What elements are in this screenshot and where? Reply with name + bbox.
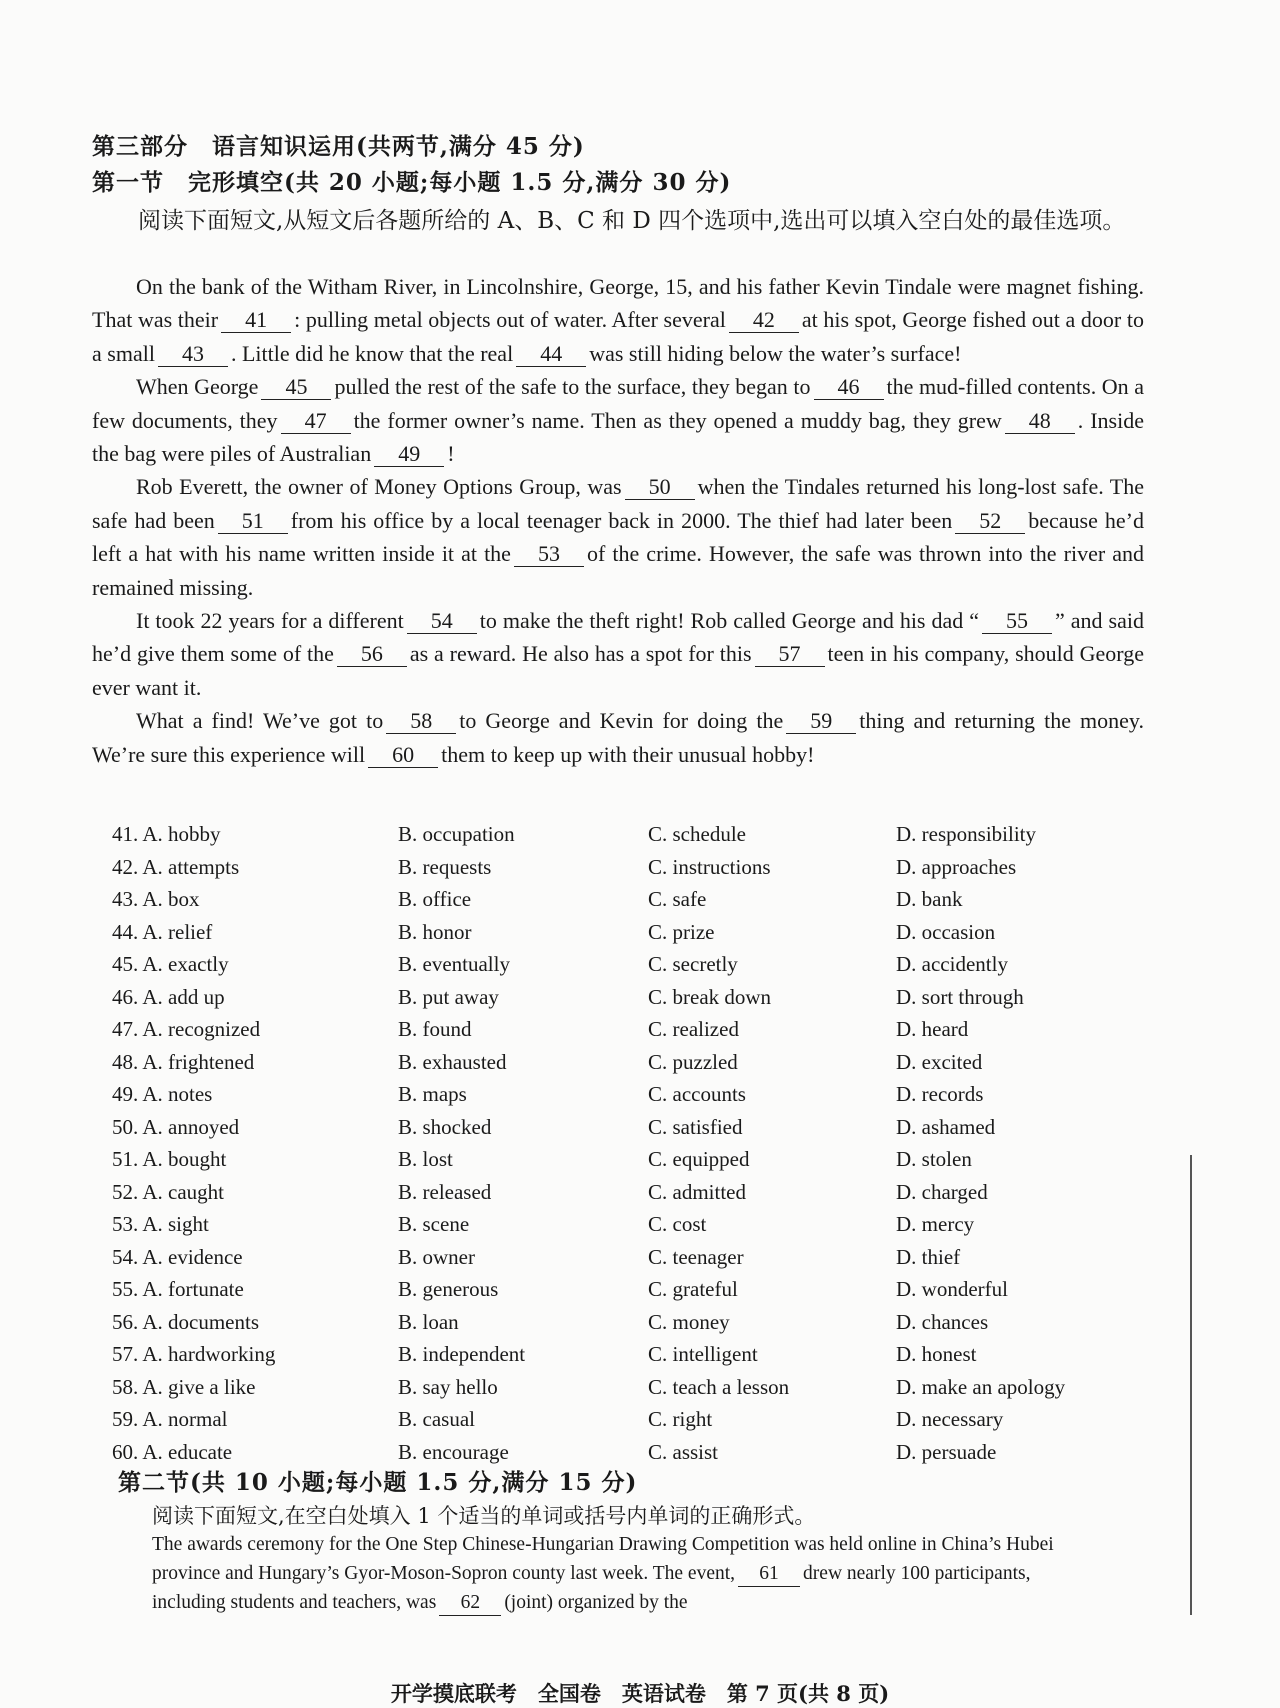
option-d[interactable]: D. make an apology [896, 1374, 1066, 1399]
passage-text: . Inside the bag were piles of Australian [92, 407, 1144, 467]
section2-title: 第二节(共 10 小题;每小题 1.5 分,满分 15 分) [118, 1469, 638, 1496]
answer-options [112, 822, 1142, 1472]
blank-47[interactable]: 47 [281, 409, 351, 434]
option-d[interactable]: D. records [896, 1082, 984, 1106]
blank-54[interactable]: 54 [407, 609, 477, 634]
option-a[interactable]: 45. A. exactly [112, 952, 229, 976]
blank-62[interactable]: 62 [439, 1591, 501, 1616]
option-c[interactable]: C. right [648, 1407, 713, 1431]
option-d[interactable]: D. necessary [896, 1407, 1004, 1431]
option-a[interactable]: 41. A. hobby [112, 822, 221, 846]
passage-text: of the crime. However, the safe was thrown into the river and remained missing. [92, 541, 1145, 600]
passage-text: It took 22 years for a different [136, 608, 404, 634]
passage-text: the former owner’s name. Then as they opened a muddy bag, they grew [353, 407, 1002, 433]
blank-42[interactable]: 42 [729, 308, 799, 333]
passage-text: drew nearly 100 participants, including students and teachers, was [152, 1563, 1031, 1613]
option-b[interactable]: B. independent [398, 1342, 526, 1366]
option-a[interactable]: 46. A. add up [112, 984, 225, 1009]
option-b[interactable]: B. encourage [398, 1439, 509, 1464]
blank-44[interactable]: 44 [516, 342, 586, 367]
option-c[interactable]: C. safe [648, 887, 707, 911]
option-c[interactable]: C. teenager [648, 1244, 744, 1269]
passage-text: was still hiding below the water’s surface! [589, 340, 962, 366]
option-c[interactable]: C. break down [648, 984, 772, 1009]
option-a[interactable]: 59. A. normal [112, 1407, 228, 1431]
option-a[interactable]: 53. A. sight [112, 1212, 209, 1236]
option-row [112, 1245, 1142, 1278]
section1-instruction: 阅读下面短文,从短文后各题所给的 A、B、C 和 D 四个选项中,选出可以填入空白处的最佳选项。 [138, 208, 1126, 234]
option-d[interactable]: D. mercy [896, 1212, 975, 1236]
option-c[interactable]: C. accounts [648, 1082, 746, 1106]
option-c[interactable]: C. satisfied [648, 1114, 743, 1139]
blank-46[interactable]: 46 [814, 375, 884, 400]
option-a[interactable]: 54. A. evidence [112, 1244, 243, 1269]
passage-paragraph [92, 270, 1144, 370]
option-row [112, 822, 1142, 855]
option-d[interactable]: D. persuade [896, 1439, 997, 1464]
option-a[interactable]: 43. A. box [112, 887, 200, 911]
blank-59[interactable]: 59 [786, 709, 856, 734]
blank-60[interactable]: 60 [368, 743, 438, 768]
option-row [112, 952, 1142, 985]
option-b[interactable]: B. scene [398, 1212, 470, 1236]
option-b[interactable]: B. occupation [398, 822, 515, 846]
option-a[interactable]: 48. A. frightened [112, 1049, 255, 1074]
passage-text: What a find! We’ve got to [136, 708, 384, 734]
option-row [112, 985, 1142, 1018]
option-a[interactable]: 58. A. give a like [112, 1374, 256, 1399]
blank-56[interactable]: 56 [337, 642, 407, 667]
blank-51[interactable]: 51 [218, 509, 288, 534]
option-b[interactable]: B. eventually [398, 952, 510, 976]
option-d[interactable]: D. heard [896, 1017, 969, 1041]
option-c[interactable]: C. grateful [648, 1277, 738, 1301]
passage-text: as a reward. He also has a spot for this [409, 641, 752, 667]
option-d[interactable]: D. bank [896, 887, 963, 911]
option-b[interactable]: B. found [398, 1017, 472, 1041]
option-a[interactable]: 44. A. relief [112, 919, 213, 944]
option-b[interactable]: B. released [398, 1179, 492, 1204]
option-a[interactable]: 47. A. recognized [112, 1017, 261, 1041]
option-d[interactable]: D. excited [896, 1049, 983, 1074]
grammar-passage [152, 1530, 1102, 1617]
option-c[interactable]: C. admitted [648, 1179, 746, 1204]
option-a[interactable]: 55. A. fortunate [112, 1277, 244, 1301]
option-row [112, 887, 1142, 920]
passage-text: to George and Kevin for doing the [459, 708, 784, 734]
option-a[interactable]: 57. A. hardworking [112, 1342, 276, 1366]
option-d[interactable]: D. wonderful [896, 1277, 1008, 1301]
option-c[interactable]: C. instructions [648, 854, 771, 879]
page-footer: 开学摸底联考 全国卷 英语试卷 第 7 页(共 8 页) [390, 1681, 890, 1706]
option-a[interactable]: 49. A. notes [112, 1082, 213, 1106]
option-row [112, 1082, 1142, 1115]
blank-53[interactable]: 53 [514, 542, 584, 567]
passage-text: because he’d left a hat with his name written inside it at the [92, 507, 1144, 567]
passage-text: The awards ceremony for the One Step Chinese-Hungarian Drawing Competition was held online in China’s Hubei province and Hungary’s Gyor-Moson-Sopron county last week. The event, [152, 1534, 1054, 1584]
section1-title: 第一节 完形填空(共 20 小题;每小题 1.5 分,满分 30 分) [92, 169, 732, 196]
blank-61[interactable]: 61 [738, 1562, 800, 1587]
passage-text: ! [447, 441, 455, 467]
passage-text: them to keep up with their unusual hobby! [441, 741, 815, 767]
option-d[interactable]: D. honest [896, 1342, 977, 1366]
blank-50[interactable]: 50 [625, 475, 695, 500]
option-row [112, 1407, 1142, 1440]
option-row [112, 855, 1142, 888]
passage-paragraph [92, 470, 1144, 604]
option-b[interactable]: B. maps [398, 1082, 467, 1106]
option-b[interactable]: B. office [398, 887, 472, 911]
option-a[interactable]: 60. A. educate [112, 1439, 233, 1464]
passage-text: On the bank of the Witham River, in Lincolnshire, George, 15, and his father Kevin Tindale were magnet fishing. That was their [92, 274, 1144, 333]
passage-text: to make the theft right! Rob called George and his dad “ [479, 608, 980, 634]
option-c[interactable]: C. realized [648, 1017, 739, 1041]
passage2-paragraph [152, 1530, 1102, 1617]
option-c[interactable]: C. cost [648, 1212, 707, 1236]
option-a[interactable]: 50. A. annoyed [112, 1114, 240, 1139]
option-row [112, 1342, 1142, 1375]
option-row [112, 1212, 1142, 1245]
blank-45[interactable]: 45 [261, 375, 331, 400]
passage-text: pulled the rest of the safe to the surface, they began to [334, 374, 811, 400]
option-c[interactable]: C. puzzled [648, 1049, 738, 1074]
option-row [112, 1050, 1142, 1083]
passage-text: Rob Everett, the owner of Money Options Group, was [136, 474, 622, 500]
option-c[interactable]: C. money [648, 1309, 730, 1334]
option-row [112, 1147, 1142, 1180]
option-b[interactable]: B. say hello [398, 1374, 498, 1399]
passage-paragraph [92, 704, 1144, 771]
option-row [112, 1310, 1142, 1343]
option-d[interactable]: D. stolen [896, 1147, 972, 1171]
margin-rule [1190, 1155, 1192, 1615]
passage-paragraph [92, 604, 1144, 704]
option-c[interactable]: C. teach a lesson [648, 1374, 790, 1399]
option-c[interactable]: C. intelligent [648, 1342, 758, 1366]
blank-43[interactable]: 43 [158, 342, 228, 367]
option-b[interactable]: B. requests [398, 854, 492, 879]
option-row [112, 920, 1142, 953]
option-d[interactable]: D. thief [896, 1244, 961, 1269]
passage-text: the mud-filled contents. On a few documents, they [92, 374, 1144, 433]
blank-41[interactable]: 41 [221, 308, 291, 333]
passage-text: ” and said he’d give them some of the [92, 608, 1144, 667]
option-b[interactable]: B. lost [398, 1147, 453, 1171]
option-b[interactable]: B. casual [398, 1407, 475, 1431]
passage-text: teen in his company, should George ever want it. [92, 641, 1144, 700]
option-c[interactable]: C. prize [648, 919, 715, 944]
passage-paragraph [92, 370, 1144, 470]
option-b[interactable]: B. generous [398, 1277, 499, 1301]
option-row [112, 1180, 1142, 1213]
passage-text: When George [136, 374, 259, 400]
blank-55[interactable]: 55 [982, 609, 1052, 634]
option-b[interactable]: B. put away [398, 984, 499, 1009]
option-d[interactable]: D. occasion [896, 919, 996, 944]
option-a[interactable]: 51. A. bought [112, 1147, 227, 1171]
option-d[interactable]: D. responsibility [896, 822, 1036, 846]
option-row [112, 1375, 1142, 1408]
option-a[interactable]: 56. A. documents [112, 1309, 259, 1334]
passage-text: : pulling metal objects out of water. After several [294, 307, 726, 333]
blank-52[interactable]: 52 [955, 509, 1025, 534]
option-b[interactable]: B. loan [398, 1309, 459, 1334]
option-row [112, 1115, 1142, 1148]
section2-instruction: 阅读下面短文,在空白处填入 1 个适当的单词或括号内单词的正确形式。 [152, 1504, 816, 1528]
option-b[interactable]: B. exhausted [398, 1049, 507, 1074]
passage-text: when the Tindales returned his long-lost safe. The safe had been [92, 474, 1144, 533]
blank-58[interactable]: 58 [386, 709, 456, 734]
option-a[interactable]: 52. A. caught [112, 1179, 224, 1204]
option-b[interactable]: B. owner [398, 1244, 475, 1269]
passage-text: at his spot, George fished out a door to a small [92, 307, 1144, 366]
option-a[interactable]: 42. A. attempts [112, 854, 240, 879]
option-d[interactable]: D. sort through [896, 984, 1024, 1009]
passage-text: thing and returning the money. We’re sure this experience will [92, 708, 1144, 767]
cloze-passage [92, 270, 1144, 771]
option-d[interactable]: D. approaches [896, 854, 1017, 879]
part-title: 第三部分 语言知识运用(共两节,满分 45 分) [92, 133, 585, 160]
blank-57[interactable]: 57 [755, 642, 825, 667]
option-d[interactable]: D. charged [896, 1179, 988, 1204]
passage-text: (joint) organized by the [504, 1592, 688, 1613]
option-d[interactable]: D. accidently [896, 952, 1008, 976]
option-c[interactable]: C. equipped [648, 1147, 750, 1171]
blank-48[interactable]: 48 [1005, 409, 1075, 434]
option-b[interactable]: B. shocked [398, 1114, 492, 1139]
option-c[interactable]: C. assist [648, 1439, 719, 1464]
option-d[interactable]: D. ashamed [896, 1114, 996, 1139]
option-row [112, 1017, 1142, 1050]
option-c[interactable]: C. secretly [648, 952, 738, 976]
passage-text: from his office by a local teenager back in 2000. The thief had later been [290, 507, 953, 533]
passage-text: . Little did he know that the real [230, 340, 514, 366]
option-row [112, 1277, 1142, 1310]
option-d[interactable]: D. chances [896, 1309, 989, 1334]
blank-49[interactable]: 49 [374, 442, 444, 467]
option-c[interactable]: C. schedule [648, 822, 746, 846]
option-b[interactable]: B. honor [398, 919, 472, 944]
